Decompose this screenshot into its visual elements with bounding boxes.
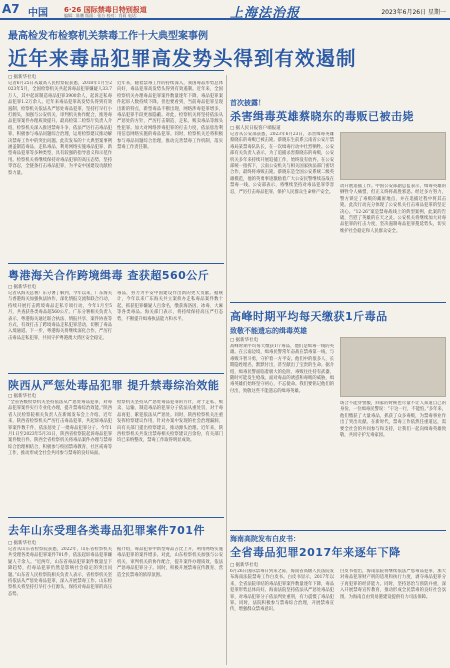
story-body-cont: 动开展追捕工作。中国公安部副总监表示，缉毒英雄的牺牲令人痛惜，但正义终将战胜邪恶。经过多方努力，警方锁定了毒贩的藏匿地点，并在追捕过程中将其击毙。此次行动充分体现了公安机关打击毒品犯罪的坚定决心。“12·26”案是禁毒战线上的典型案例，此案的告破，告慰了英雄的在天之灵。公安机关将继续加大对毒品犯罪的打击力度，坚决遏制毒品犯罪蔓延势头，切实维护社会稳定和人民群众安全。 (340, 184, 446, 234)
column-divider (226, 75, 227, 665)
story-headline[interactable]: 杀害缉毒英雄蔡晓东的毒贩已被击毙 (230, 110, 414, 123)
divider (8, 517, 224, 518)
story-body-cont: 场合不能穿警服，回家的时候也尽量不让人知道自己的身份。一位缉毒民警说：“干这一行，不能怕。”多年来，他们缴获了大量毒品，抓获了众多毒贩，为禁毒事业作出了突出贡献。在新时代，禁毒工作依然任重道远，需要全社会的共同参与和支持，让我们一起向缉毒英雄致敬，共同守护无毒家园。 (340, 401, 446, 439)
issue-date: 2023年6月26日 星期一 (381, 9, 446, 16)
story-byline: □ 据新华社电 (8, 394, 37, 399)
page-number: A7 (2, 2, 20, 16)
story-subtitle: 致敬不能遗忘的缉毒英雄 (230, 327, 307, 335)
lead-body-cont: 近年来，随着禁毒工作的持续深入，我国毒品形势总体向好，毒品犯罪高发势头得到有效遏制。近年来，全国检察机关办理毒品犯罪案件数量逐年下降，毒品犯罪案件起诉人数持续下降。但也要看到，当前毒品犯罪呈现出新的特点，新型毒品不断出现，网络涉毒犯罪增多，毒品犯罪手段更加隐蔽。对此，检察机关将坚持依法从严惩处的方针，严厉打击制造、走私、贩卖毒品等源头性犯罪。加大对网络涉毒犯罪的打击力度，依法惩治利用信息网络实施的毒品犯罪。同时，检察机关还将积极参与毒品问题综合治理，推动完善禁毒工作机制，落实禁毒工作责任制。 (117, 81, 223, 151)
story-body: 记者从公安部获悉，2023年6月23日，杀害缉毒英雄蔡晓东的毒贩已被击毙。蔡晓东生前系云南省公安厅禁毒局某禁毒队队长，在一次缉毒行动中壮烈牺牲。公安部有关负责人表示，为了追捕杀害蔡晓东的毒贩，公安机关多年来持续开展追捕工作，始终没有放弃。在公安部统一指挥下，云南公安机关与相关国家执法部门密切合作，最终将毒贩击毙。蔡晓东是全国公安系统二级英雄模范，他的英勇事迹激励着广大公安民警继续奋战在禁毒一线。公安部表示，将继续坚持对毒品犯罪零容忍，严厉打击毒品犯罪，保护人民群众生命财产安全。 (230, 132, 334, 195)
story-label: 海南高院发布白皮书： (230, 535, 300, 543)
lead-body: 记者6月25日从最高人民检察院获悉，2018年1月至2023年5月，全国检察机关共起诉毒品犯罪嫌疑人33.7万人，其中起诉制造毒品犯罪3900余人，起诉走私毒品犯罪1.2万余人。近年来毒品犯罪高发势头得到有效遏制，检察机关依法从严惩处毒品犯罪，坚持打早打小打源头，加强与公安机关、审判机关协作配合，推进毒品犯罪案件办理质效提升。最高检第二检察厅负责人介绍，检察机关深入推进禁毒斗争，依法严厉打击毒品犯罪，积极参与毒品问题综合治理，运用检察建议推动解决禁毒工作中的突出问题。此次发布的十大典型案事例涵盖制造毒品、走私毒品、利用网络实施毒品犯罪、新型毒品犯罪等多种类型，具有较强的指导意义和示范作用。检察机关将继续保持对毒品犯罪的高压态势，坚持零容忍，全链条打击毒品犯罪，为平安中国建设贡献检察力量。 (8, 81, 112, 176)
story-headline[interactable]: 陕西从严惩处毒品犯罪 提升禁毒综治效能 (8, 379, 220, 392)
news-photo (340, 132, 446, 180)
story-body-cont: 白皮书指出，海南法院将继续依法严惩毒品犯罪，加大对毒品犯罪财产刑的适用和执行力度，剥夺毒品犯罪分子再犯罪的经济能力。同时，坚持惩治与预防并重，深入开展禁毒宣传教育，推动形成全民禁毒的良好社会氛围，为海南自由贸易港建设提供有力司法保障。 (340, 569, 446, 600)
story-headline[interactable]: 全省毒品犯罪2017年来逐年下降 (230, 546, 401, 559)
lead-kicker: 最高检发布检察机关禁毒工作十大典型案事例 (8, 31, 208, 42)
story-headline[interactable]: 去年山东受理各类毒品犯罪案件701件 (8, 524, 205, 537)
lead-byline: □ 据新华社电 (8, 75, 37, 80)
editor-credits: 编辑：陈鹏 版面：张方 校对：肖莉 电话： (64, 13, 140, 18)
story-byline: □ 据新华社电 (8, 541, 37, 546)
divider (230, 302, 446, 303)
story-byline: □ 据新华社电 (8, 285, 37, 290)
story-body-cont: 据介绍，毒品犯罪中新型毒品占比上升，利用网络实施毒品犯罪的案件增多。对此，山东检察机关加强与公安机关、审判机关的协作配合，提升案件办理质效，依法严惩毒品犯罪分子。同时，积极开展禁毒宣传教育，营造全民禁毒的浓厚氛围。 (117, 547, 223, 578)
divider (8, 70, 224, 71)
news-photo (340, 337, 446, 397)
story-label: 首次披露！ (230, 99, 265, 107)
story-body: 高峰时期平均每天缴获1斤毒品，他们是缉毒一线的英雄。在云南边境，缉毒民警常年奋战在禁毒第一线，与毒贩斗智斗勇，守护着一方平安。他们中的很多人，长期隐姓埋名，默默付出，甚至献出了宝贵的生命。据介绍，缉毒民警面临着极大的危险，毒贩往往持有武器，随时可能发生枪战。面对毒品的诱惑和毒贩的威胁，缉毒英雄们始终坚守初心，不忘使命。我们要铭记他们的付出，致敬这些不能遗忘的缉毒英雄。 (230, 344, 334, 394)
story-headline[interactable]: 高峰时期平均每天缴获1斤毒品 (230, 310, 388, 323)
story-byline: □ 据新华社电 (230, 338, 259, 343)
divider (8, 263, 224, 264)
story-body: 6月26日国际禁毒日到来之际，海南省高级人民法院发布海南法院禁毒工作白皮书。白皮书显示，2017年以来，全省法院审结的毒品犯罪案件数量逐年下降，毒品犯罪形势总体向好。海南法院坚持依法从严惩处毒品犯罪，对毒品犯罪分子依法判处重刑，有力震慑了毒品犯罪。同时，法院积极参与禁毒综合治理，开展禁毒宣传，增强群众禁毒意识。 (230, 569, 334, 613)
divider (8, 373, 224, 374)
story-body: 记者从山东省检察院获悉，2022年，山东省检察机关共受理各类毒品犯罪案件701件，依法起诉毒品犯罪嫌疑人千余人。“近两年，山东省毒品犯罪案件数量呈下降趋势，但毒品犯罪仍然是影响社会稳定的突出问题。”山东省人民检察院相关负责人表示，省检察机关坚持依法从严惩处毒品犯罪，深入开展禁毒工作。山东检察机关将坚持打早打小打源头，保持对毒品犯罪的高压态势。 (8, 547, 112, 597)
section-theme: 6·26 国际禁毒日特别报道 (64, 6, 147, 14)
story-headline[interactable]: 粤港海关合作跨境缉毒 查获超560公斤 (8, 269, 210, 282)
story-body: “全省各级检察机关坚持依法从严惩处毒品犯罪，对毒品犯罪案件实行专业化办理，提升禁毒综治效能。”陕西省人民检察院相关负责人在新闻发布会上介绍。近年来，陕西省检察机关严厉打击毒品犯罪，共起诉毒品犯罪案件数千件，依法惩处了一批毒品犯罪分子。今年1月1日至2023年5月31日，陕西省检察院起诉毒品犯罪案件数百件。陕西全省检察机关将毒品案件办理与禁毒综合治理相结合，积极参与校园禁毒教育、社区戒毒等工作，推动形成全社会共同参与禁毒的良好局面。 (8, 400, 112, 457)
divider (230, 530, 446, 531)
story-body: 记者从海关总署广东分署了解到，今年以来，广东海关与香港海关加强执法协作，深化情报交流和联合行动，持续开展打击跨境毒品走私专项行动，今年1月至5月，共查获各类毒品超560公斤。广东分署相关负责人表示，粤港海关通过联合执法、情报共享、案件协查等方式，有效打击了跨境毒品走私犯罪活动，切断了毒品入境通道。下一步，粤港海关将继续深化合作，严厉打击毒品走私犯罪，共同守护粤港澳大湾区安全稳定。 (8, 291, 112, 341)
newspaper-logo: 上海法治报 (230, 6, 301, 21)
section-name: 中国 (28, 8, 48, 19)
story-byline: □ 据人民日报客户端报道 (230, 126, 281, 131)
story-body-cont: 检察机关坚持从严惩处毒品犯罪的方针，对于走私、贩卖、运输、制造毒品的犯罪分子依法从重处罚，对于毒品再犯、累犯依法从严惩处。同时，陕西检察机关注重发挥检察建议作用，针对办案中发现的社会治理漏洞，向有关部门提出检察建议，推动源头治理。近年来，陕西检察机关共发出禁毒相关检察建议百余份，有关部门均已采纳整改，禁毒工作取得明显成效。 (117, 400, 223, 444)
lead-headline[interactable]: 近年来毒品犯罪高发势头得到有效遏制 (8, 47, 357, 70)
story-body-cont: 毒品，努力为平安中国建设作出新的更大贡献。据统计，今年以来广东海关共立案侦办走私毒品案件数十起，抓获犯罪嫌疑人百余名，缴获海洛因、冰毒、大麻等各类毒品。海关部门表示，将持续保持高压严打态势，不断提升缉毒执法能力和水平。 (117, 291, 223, 322)
story-byline: □ 据新华社电 (230, 563, 259, 568)
